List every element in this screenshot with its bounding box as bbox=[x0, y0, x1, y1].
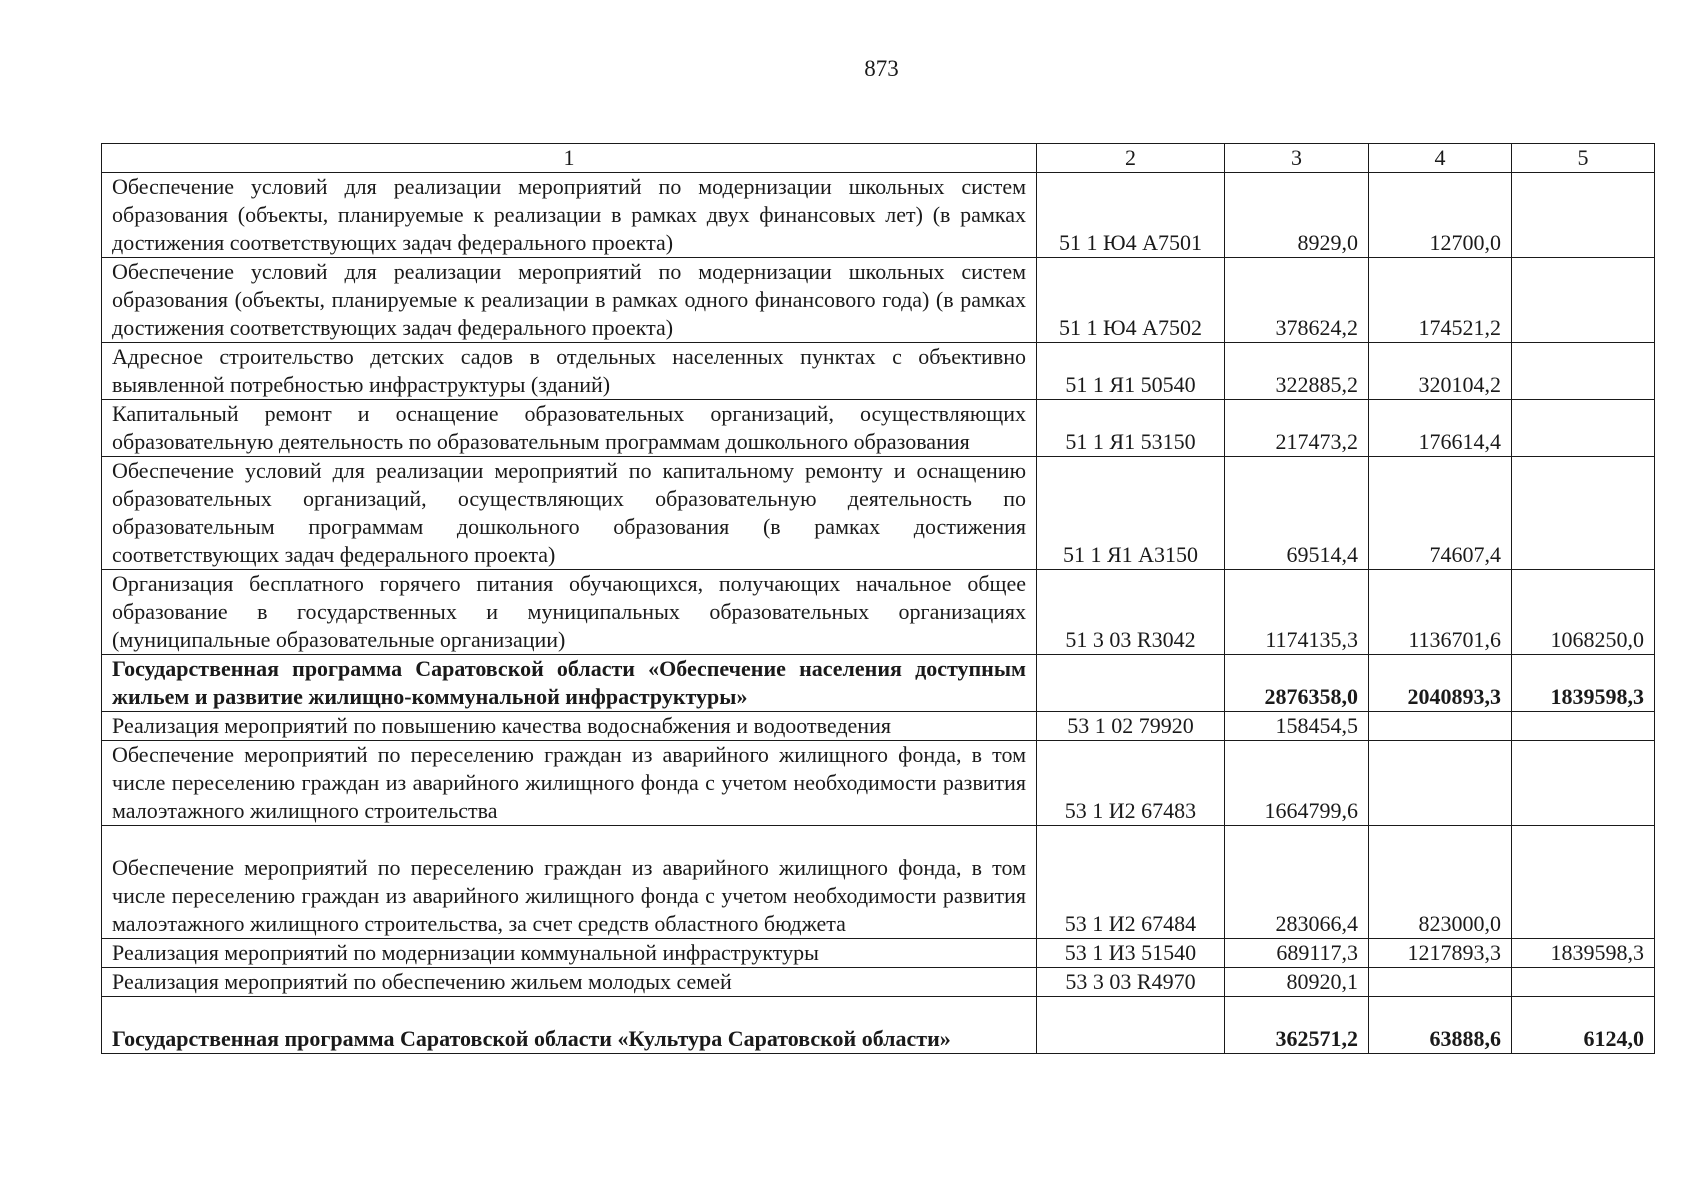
row-description: Государственная программа Саратовской области «Обеспечение населения доступным жильем и развитие жилищно-коммунальной инфраструктуры» bbox=[102, 655, 1037, 712]
row-code bbox=[1037, 997, 1225, 1054]
table-row bbox=[102, 968, 1655, 997]
row-value-col4: 2040893,3 bbox=[1369, 655, 1512, 712]
page-number: 873 bbox=[864, 56, 899, 81]
row-value-col5: 1839598,3 bbox=[1512, 939, 1655, 968]
budget-table bbox=[101, 143, 1655, 1054]
row-value-col5 bbox=[1512, 457, 1655, 570]
row-value-col4: 174521,2 bbox=[1369, 258, 1512, 343]
row-description: Обеспечение мероприятий по переселению граждан из аварийного жилищного фонда, в том числе переселению граждан из аварийного жилищного фонда с учетом необходимости развития малоэтажного жилищного строительства, за счет средств областного бюджета bbox=[102, 826, 1037, 939]
row-description: Капитальный ремонт и оснащение образовательных организаций, осуществляющих образовательную деятельность по образовательным программам дошкольного образования bbox=[102, 400, 1037, 457]
row-value-col4 bbox=[1369, 712, 1512, 741]
table-row bbox=[102, 457, 1655, 570]
table-row bbox=[102, 400, 1655, 457]
row-code: 51 3 03 R3042 bbox=[1037, 570, 1225, 655]
row-code: 51 1 Ю4 А7502 bbox=[1037, 258, 1225, 343]
row-description: Обеспечение условий для реализации мероприятий по капитальному ремонту и оснащению образовательных организаций, осуществляющих образовательную деятельность по образовательным программам дошкольного образования (в рамках достижения соответствующих задач федерального проекта) bbox=[102, 457, 1037, 570]
row-code: 53 3 03 R4970 bbox=[1037, 968, 1225, 997]
column-header-5: 5 bbox=[1512, 144, 1655, 173]
row-value-col3: 2876358,0 bbox=[1225, 655, 1369, 712]
row-value-col5 bbox=[1512, 400, 1655, 457]
row-description: Организация бесплатного горячего питания обучающихся, получающих начальное общее образование в государственных и муниципальных образовательных организациях (муниципальные образовательные организации) bbox=[102, 570, 1037, 655]
row-value-col5 bbox=[1512, 343, 1655, 400]
row-description: Обеспечение условий для реализации мероприятий по модернизации школьных систем образования (объекты, планируемые к реализации в рамках двух финансовых лет) (в рамках достижения соответствующих задач федерального проекта) bbox=[102, 173, 1037, 258]
row-value-col5 bbox=[1512, 712, 1655, 741]
column-header-3: 3 bbox=[1225, 144, 1369, 173]
row-value-col5 bbox=[1512, 258, 1655, 343]
row-description: Реализация мероприятий по повышению качества водоснабжения и водоотведения bbox=[102, 712, 1037, 741]
row-code: 51 1 Я1 А3150 bbox=[1037, 457, 1225, 570]
row-value-col5 bbox=[1512, 826, 1655, 939]
row-value-col5: 6124,0 bbox=[1512, 997, 1655, 1054]
table-row bbox=[102, 258, 1655, 343]
row-value-col3: 362571,2 bbox=[1225, 997, 1369, 1054]
row-value-col4 bbox=[1369, 741, 1512, 826]
table-row bbox=[102, 173, 1655, 258]
row-value-col3: 378624,2 bbox=[1225, 258, 1369, 343]
row-value-col5 bbox=[1512, 741, 1655, 826]
row-code: 51 1 Ю4 А7501 bbox=[1037, 173, 1225, 258]
row-value-col4: 12700,0 bbox=[1369, 173, 1512, 258]
row-value-col3: 8929,0 bbox=[1225, 173, 1369, 258]
row-code: 51 1 Я1 53150 bbox=[1037, 400, 1225, 457]
row-code: 53 1 02 79920 bbox=[1037, 712, 1225, 741]
row-value-col3: 689117,3 bbox=[1225, 939, 1369, 968]
row-value-col3: 1174135,3 bbox=[1225, 570, 1369, 655]
row-value-col5 bbox=[1512, 968, 1655, 997]
row-value-col4 bbox=[1369, 968, 1512, 997]
row-value-col4: 1136701,6 bbox=[1369, 570, 1512, 655]
row-code bbox=[1037, 655, 1225, 712]
row-value-col5: 1068250,0 bbox=[1512, 570, 1655, 655]
row-description: Адресное строительство детских садов в отдельных населенных пунктах с объективно выявленной потребностью инфраструктуры (зданий) bbox=[102, 343, 1037, 400]
row-description: Обеспечение условий для реализации мероприятий по модернизации школьных систем образования (объекты, планируемые к реализации в рамках одного финансового года) (в рамках достижения соответствующих задач федерального проекта) bbox=[102, 258, 1037, 343]
row-value-col3: 217473,2 bbox=[1225, 400, 1369, 457]
row-value-col4: 823000,0 bbox=[1369, 826, 1512, 939]
row-description: Реализация мероприятий по обеспечению жильем молодых семей bbox=[102, 968, 1037, 997]
table-row bbox=[102, 741, 1655, 826]
table-row bbox=[102, 570, 1655, 655]
row-value-col4: 74607,4 bbox=[1369, 457, 1512, 570]
column-header-1: 1 bbox=[102, 144, 1037, 173]
table-row bbox=[102, 712, 1655, 741]
row-value-col5 bbox=[1512, 173, 1655, 258]
row-code: 53 1 И2 67483 bbox=[1037, 741, 1225, 826]
program-total-row bbox=[102, 997, 1655, 1054]
row-value-col3: 322885,2 bbox=[1225, 343, 1369, 400]
column-header-4: 4 bbox=[1369, 144, 1512, 173]
row-code: 51 1 Я1 50540 bbox=[1037, 343, 1225, 400]
row-value-col4: 63888,6 bbox=[1369, 997, 1512, 1054]
row-value-col3: 283066,4 bbox=[1225, 826, 1369, 939]
row-description: Обеспечение мероприятий по переселению граждан из аварийного жилищного фонда, в том числе переселению граждан из аварийного жилищного фонда с учетом необходимости развития малоэтажного жилищного строительства bbox=[102, 741, 1037, 826]
program-total-row bbox=[102, 655, 1655, 712]
row-value-col3: 80920,1 bbox=[1225, 968, 1369, 997]
row-value-col3: 1664799,6 bbox=[1225, 741, 1369, 826]
table-header-row bbox=[102, 144, 1655, 173]
table-row bbox=[102, 826, 1655, 939]
row-value-col5: 1839598,3 bbox=[1512, 655, 1655, 712]
table-row bbox=[102, 343, 1655, 400]
row-description: Реализация мероприятий по модернизации коммунальной инфраструктуры bbox=[102, 939, 1037, 968]
row-code: 53 1 И3 51540 bbox=[1037, 939, 1225, 968]
row-value-col4: 320104,2 bbox=[1369, 343, 1512, 400]
row-value-col3: 69514,4 bbox=[1225, 457, 1369, 570]
row-description: Государственная программа Саратовской области «Культура Саратовской области» bbox=[102, 997, 1037, 1054]
row-value-col4: 1217893,3 bbox=[1369, 939, 1512, 968]
column-header-2: 2 bbox=[1037, 144, 1225, 173]
row-code: 53 1 И2 67484 bbox=[1037, 826, 1225, 939]
row-value-col3: 158454,5 bbox=[1225, 712, 1369, 741]
table-row bbox=[102, 939, 1655, 968]
row-value-col4: 176614,4 bbox=[1369, 400, 1512, 457]
